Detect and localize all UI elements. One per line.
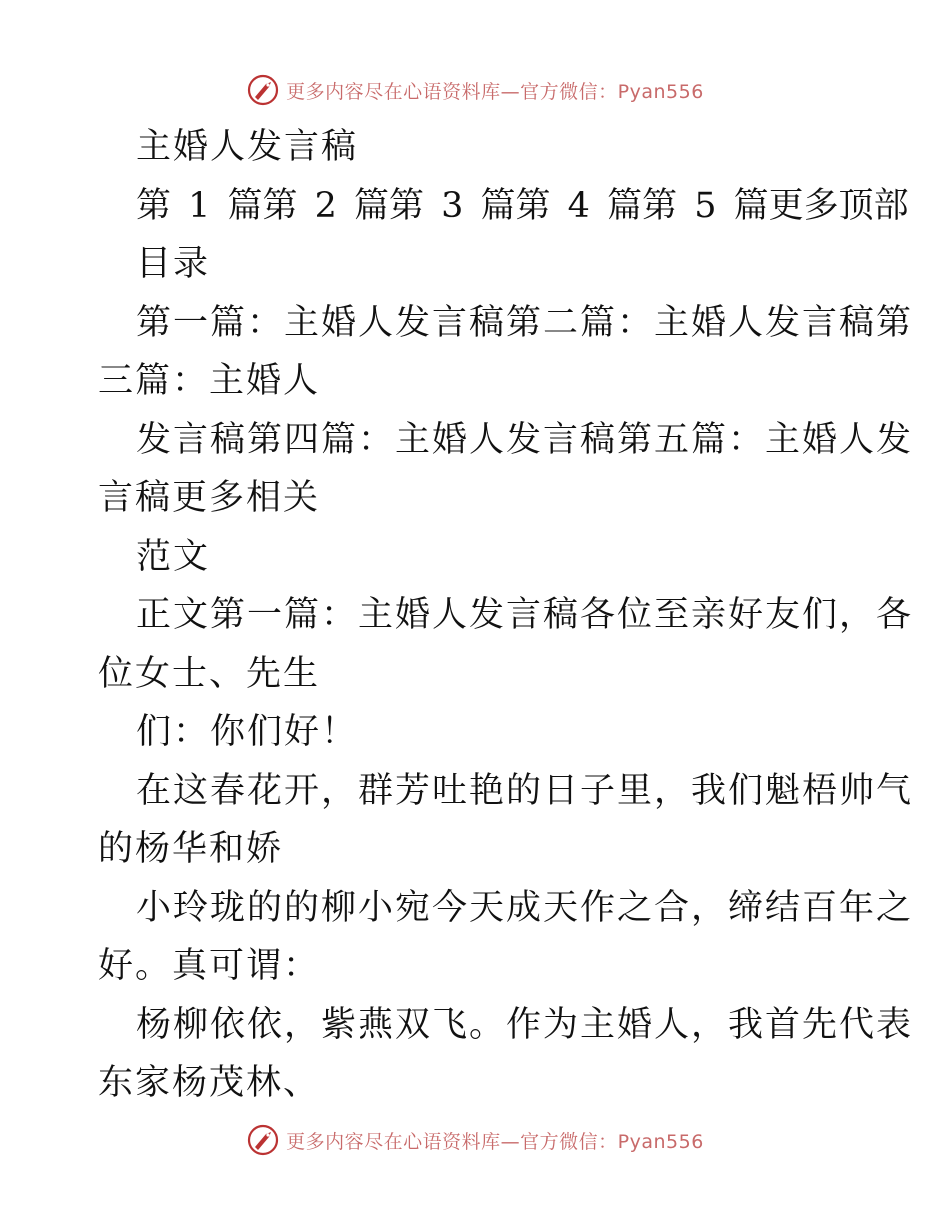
doc-line: 发言稿第四篇：主婚人发言稿第五篇：主婚人发 (136, 419, 914, 460)
watermark-text: 更多内容尽在心语资料库—官方微信：Pyan556 (286, 80, 704, 103)
doc-line: 第一篇：主婚人发言稿第二篇：主婚人发言稿第 (136, 302, 914, 343)
doc-line: 好。真可谓： (98, 946, 321, 986)
pen-nib-logo-icon (246, 73, 280, 107)
pen-nib-logo-icon (246, 1123, 280, 1157)
doc-line: 小玲珑的的柳小宛今天成天作之合，缔结百年之 (136, 887, 914, 928)
header-watermark-banner (0, 70, 950, 110)
doc-line: 范文 (136, 536, 211, 577)
doc-line: 位女士、先生 (98, 653, 321, 694)
doc-line: 三篇：主婚人 (98, 361, 321, 401)
doc-line: 主婚人发言稿 (136, 127, 359, 167)
doc-line: 正文第一篇：主婚人发言稿各位至亲好友们，各 (136, 595, 914, 635)
doc-line: 言稿更多相关 (98, 478, 321, 518)
doc-line: 第 1 篇第 2 篇第 3 篇第 4 篇第 5 篇更多顶部 (136, 185, 909, 226)
doc-line: 的杨华和娇 (98, 829, 284, 869)
doc-line: 目录 (136, 244, 211, 284)
watermark-text: 更多内容尽在心语资料库—官方微信：Pyan556 (286, 1130, 704, 1153)
doc-line: 们：你们好！ (136, 712, 359, 752)
document-body (98, 118, 914, 1113)
doc-line: 杨柳依依，紫燕双飞。作为主婚人，我首先代表 (136, 1004, 914, 1045)
doc-line: 在这春花开，群芳吐艳的日子里，我们魁梧帅气 (136, 770, 914, 811)
doc-line: 东家杨茂林、 (98, 1063, 321, 1103)
footer-watermark-banner (0, 1120, 950, 1160)
